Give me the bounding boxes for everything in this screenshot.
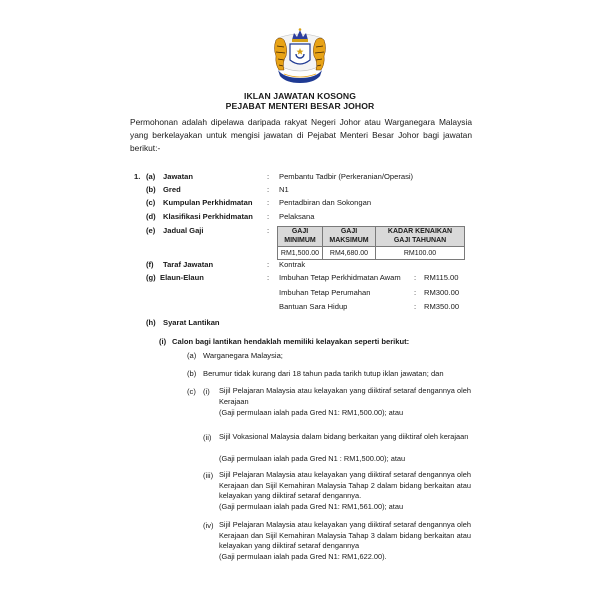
field-b-label: Gred (163, 185, 181, 194)
field-d-value: Pelaksana (279, 212, 315, 221)
allowance-colon: : (414, 302, 417, 311)
field-d-label: Klasifikasi Perkhidmatan (163, 212, 253, 221)
johor-coat-of-arms-logo (270, 26, 330, 84)
field-g-label: Elaun-Elaun (160, 273, 204, 282)
requirement-a-marker: (a) (187, 351, 197, 360)
field-f-colon: : (267, 260, 270, 269)
field-c-colon: : (267, 198, 270, 207)
field-e-label: Jadual Gaji (163, 226, 204, 235)
field-b-marker: (b) (146, 185, 156, 194)
item-number: 1. (134, 172, 141, 181)
field-g-marker: (g) (146, 273, 156, 282)
salary-table-row (278, 247, 465, 260)
field-a-marker: (a) (146, 172, 156, 181)
kadar-kenaikan-value: RM100.00 (376, 247, 465, 260)
field-c-value: Pentadbiran dan Sokongan (279, 198, 372, 207)
field-a-label: Jawatan (163, 172, 193, 181)
field-g-colon: : (267, 273, 270, 282)
qualification-ii-marker: (ii) (203, 433, 212, 442)
salary-table (277, 226, 465, 260)
header-kadar-kenaikan (376, 227, 465, 247)
field-c-label: Kumpulan Perkhidmatan (163, 198, 253, 207)
document-subtitle: PEJABAT MENTERI BESAR JOHOR (225, 101, 375, 111)
field-d-colon: : (267, 212, 270, 221)
header-text: GAJI (291, 228, 309, 235)
header-gaji-maksimum (323, 227, 376, 247)
field-b-value: N1 (279, 185, 289, 194)
requirements-marker: (i) (159, 337, 167, 346)
salary-table-header-row (278, 227, 465, 247)
field-a-value: Pembantu Tadbir (Perkeranian/Operasi) (279, 172, 414, 181)
header-text: MAKSIMUM (329, 236, 369, 244)
requirements-heading: Calon bagi lantikan hendaklah memiliki kelayakan seperti berikut: (172, 337, 410, 346)
intro-paragraph: Permohonan adalah dipelawa daripada rakyat Negeri Johor atau Warganegara Malaysia yang berkelayakan untuk mengisi jawatan di Pejabat Menteri Besar Johor bagi jawatan berikut:- (130, 117, 472, 153)
qualification-i-text: Sijil Pelajaran Malaysia atau kelayakan yang diiktiraf setaraf dengannya oleh Kerajaan (219, 386, 471, 406)
requirement-a-text: Warganegara Malaysia; (203, 351, 283, 360)
qualification-iv-marker: (iv) (203, 521, 214, 530)
qualification-iii-text: Sijil Pelajaran Malaysia atau kelayakan yang diiktiraf setaraf dengannya oleh Kerajaan dan Sijil Kemahiran Malaysia Tahap 2 dalam bidang berkaitan atau kelayakan yang diiktiraf setaraf dengannya. (219, 470, 471, 501)
field-e-colon: : (267, 226, 270, 235)
field-h-marker: (h) (146, 318, 156, 327)
allowance-name: Imbuhan Tetap Perkhidmatan Awam (279, 273, 401, 282)
allowance-colon: : (414, 288, 417, 297)
qualification-ii-salary: (Gaji permulaan ialah pada Gred N1 : RM1,500.00); atau (219, 454, 406, 463)
allowance-colon: : (414, 273, 417, 282)
field-h-label: Syarat Lantikan (163, 318, 220, 327)
qualification-iv-text: Sijil Pelajaran Malaysia atau kelayakan yang diiktiraf setaraf dengannya oleh Kerajaan dan Sijil Kemahiran Malaysia Tahap 3 dalam bidang berkaitan atau kelayakan yang diiktiraf setaraf dengannya (219, 520, 471, 551)
gaji-minimum-value: RM1,500.00 (278, 247, 323, 260)
field-c-marker: (c) (146, 198, 156, 207)
field-b-colon: : (267, 185, 270, 194)
header-text: GAJI (340, 228, 358, 235)
qualification-i-marker: (i) (203, 387, 210, 396)
allowance-amount: RM115.00 (424, 273, 459, 282)
requirement-b-marker: (b) (187, 369, 197, 378)
field-f-label: Taraf Jawatan (163, 260, 214, 269)
requirement-c-marker: (c) (187, 387, 196, 396)
allowance-amount: RM300.00 (424, 288, 460, 297)
qualification-iii-marker: (iii) (203, 471, 214, 480)
qualification-iv-salary: (Gaji permulaan ialah pada Gred N1: RM1,622.00). (219, 552, 387, 561)
requirement-b-text: Berumur tidak kurang dari 18 tahun pada tarikh tutup iklan jawatan; dan (203, 369, 444, 378)
field-a-colon: : (267, 172, 270, 181)
header-text: GAJI TAHUNAN (393, 236, 447, 244)
qualification-ii-text: Sijil Vokasional Malaysia dalam bidang berkaitan yang diiktiraf oleh kerajaan (219, 432, 469, 441)
qualification-iii-salary: (Gaji permulaan ialah pada Gred N1: RM1,561.00); atau (219, 502, 404, 511)
allowance-amount: RM350.00 (424, 302, 460, 311)
field-d-marker: (d) (146, 212, 156, 221)
allowance-name: Bantuan Sara Hidup (279, 302, 348, 311)
field-f-marker: (f) (146, 260, 154, 269)
qualification-i-salary: (Gaji permulaan ialah pada Gred N1: RM1,500.00); atau (219, 408, 404, 417)
document-title: IKLAN JAWATAN KOSONG (244, 91, 356, 101)
header-text: MINIMUM (284, 236, 316, 244)
field-f-value: Kontrak (279, 260, 306, 269)
header-text: KADAR KENAIKAN (387, 228, 453, 235)
field-e-marker: (e) (146, 226, 156, 235)
gaji-maksimum-value: RM4,680.00 (323, 247, 376, 260)
header-gaji-minimum (278, 227, 323, 247)
allowance-name: Imbuhan Tetap Perumahan (279, 288, 371, 297)
